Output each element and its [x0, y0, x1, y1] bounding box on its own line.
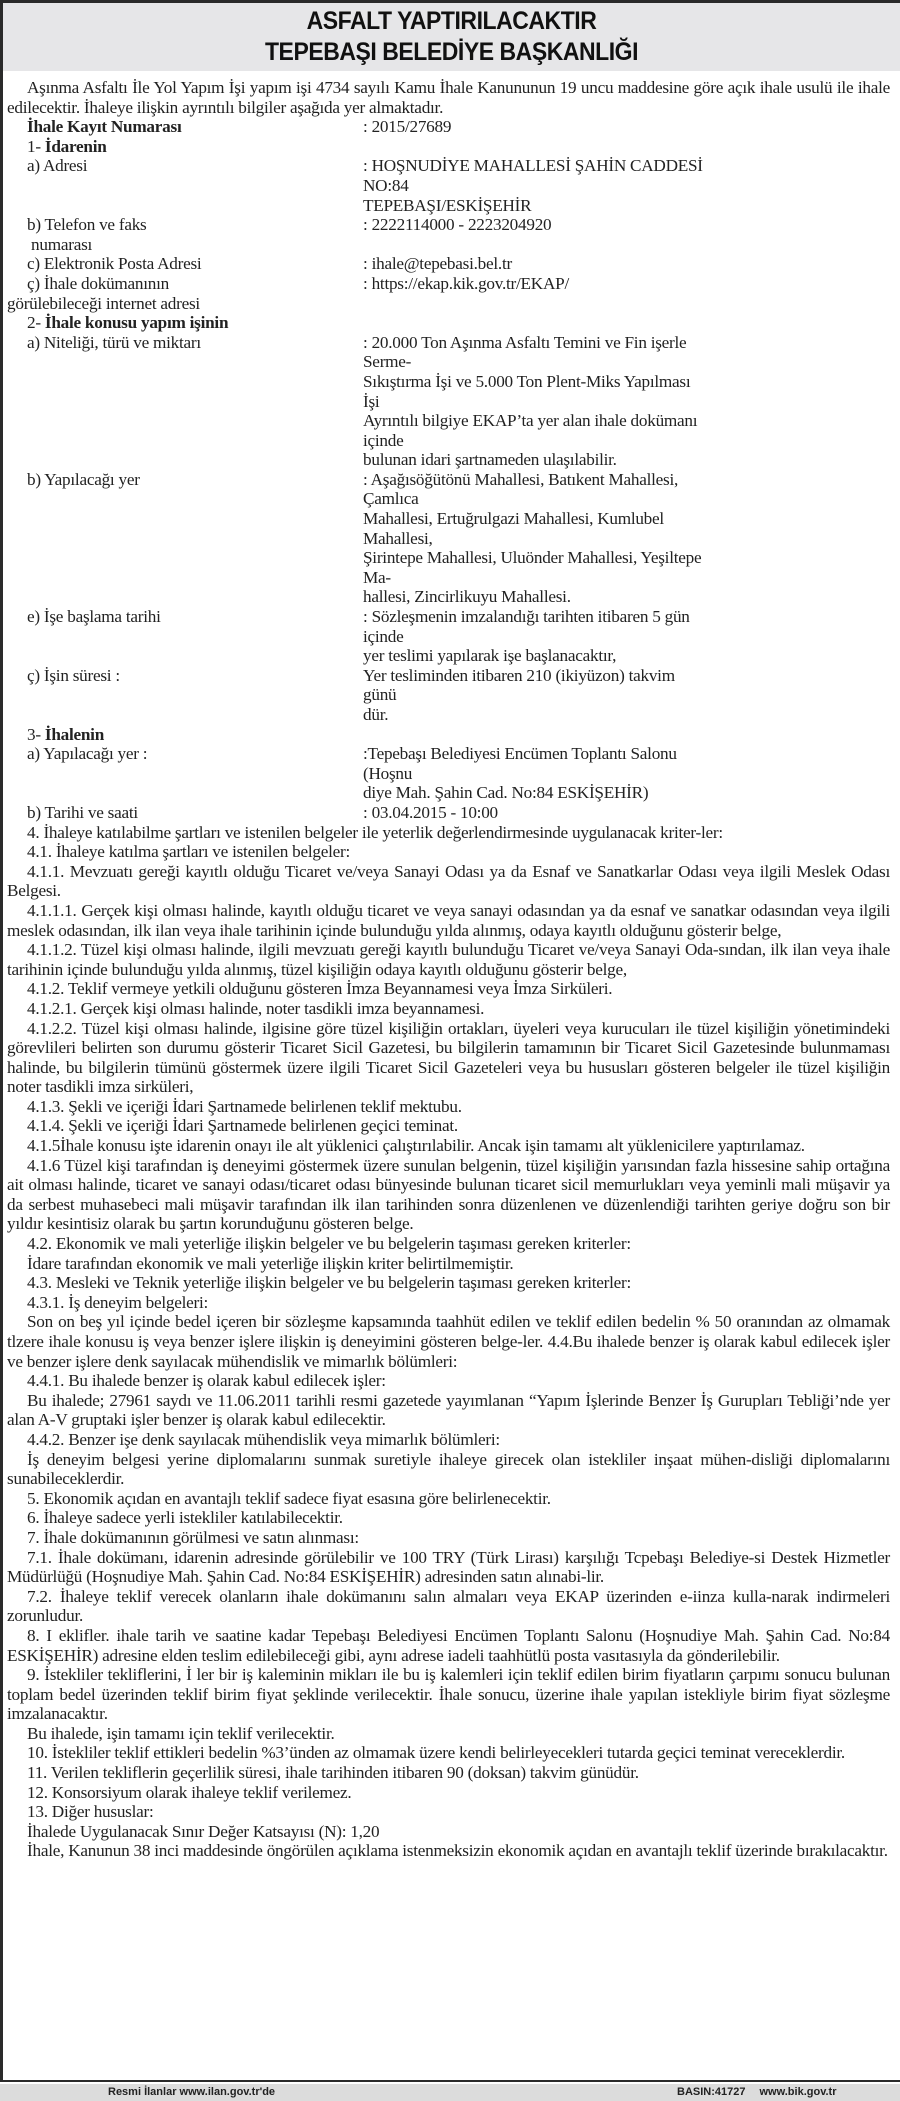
row-value-line: : Sözleşmenin imzalandığı tarihten itibaren 5 gün içinde	[363, 607, 690, 646]
row-label: a) Adresi	[27, 156, 88, 176]
clause-paragraph: 6. İhaleye sadece yerli istekliler katılabilecektir.	[27, 1508, 343, 1528]
info-row	[7, 803, 890, 823]
row-value-line: Sıkıştırma İşi ve 5.000 Ton Plent-Miks Yapılması İşi	[363, 371, 691, 411]
clause-paragraph: 4.3. Mesleki ve Teknik yeterliğe ilişkin belgeler ve bu belgelerin taşıması gereken kriterler:	[27, 1273, 632, 1293]
row-label: b) Yapılacağı yer	[27, 469, 140, 489]
clause-paragraph: İş deneyim belgesi yerine diplomalarını sunmak suretiyle ihaleye girecek olan istekliler inşaat mühen-disliği diplomalarını sunabileceklerdir.	[7, 1449, 890, 1489]
section-number: 2-	[27, 313, 45, 333]
info-row-website	[7, 274, 890, 313]
info-row	[7, 666, 890, 725]
info-row	[7, 607, 890, 666]
clause-paragraph: 4.1.6 Tüzel kişi tarafından iş deneyimi göstermek üzere sunulan belgenin, tüzel kişiliğin yarısından fazla hissesine sahip ortağına ait olması halinde, ticaret ve sanayi odası/ticaret odası bünyesinde bulunan ticaret sicil memurlukları veya yeminli mali müşavir ya da serbest muhasebeci mali müşavir tarafından ilk ilan tarihinden sonra düzenlenen ve düzenlendiği tarihten geriye doğru son bir yıldır kesintisiz olarak bu şartın korunduğunu gösteren belge.	[7, 1155, 890, 1234]
info-row-phone	[7, 215, 890, 254]
clause-paragraph: 4.1.1. Mevzuatı gereği kayıtlı olduğu Ticaret ve/veya Sanayi Odası ya da Esnaf ve Sanatkarlar Odası veya ilgili Meslek Odası Belgesi.	[7, 861, 890, 901]
clause-paragraph: 4.1.2. Teklif vermeye yetkili olduğunu gösteren İmza Beyannamesi veya İmza Sirküleri.	[27, 979, 613, 999]
clause-paragraph: 4.1.2.1. Gerçek kişi olması halinde, noter tasdikli imza beyannamesi.	[27, 998, 485, 1018]
basin-number: BASIN:41727	[677, 2086, 746, 2098]
row-value	[363, 470, 703, 607]
clause-paragraph: 4.1.4. Şekli ve içeriği İdari Şartnamede belirlenen geçici teminat.	[27, 1116, 458, 1136]
clause-paragraph: İdare tarafından ekonomik ve mali yeterliğe ilişkin kriter belirtilmemiştir.	[27, 1253, 514, 1273]
clause-paragraph: 11. Verilen tekliflerin geçerlilik süresi, ihale tarihinden itibaren 90 (doksan) takvim günüdür.	[27, 1763, 639, 1783]
clause-paragraph: Bu ihalede; 27961 saydı ve 11.06.2011 tarihli resmi gazetede yayımlanan “Yapım İşlerinde Benzer İş Gurupları Tebliği’nde yer alan A-V gruptaki işler benzer iş olarak kabul edilecektir.	[7, 1390, 890, 1430]
row-value-line: diye Mah. Şahin Cad. No:84 ESKİŞEHİR)	[363, 783, 649, 803]
clause-paragraph: 4.2. Ekonomik ve mali yeterliğe ilişkin belgeler ve bu belgelerin taşıması gereken kriterler:	[27, 1234, 631, 1254]
info-row-address	[7, 156, 890, 215]
clause-paragraph: 4.1.2.2. Tüzel kişi olması halinde, ilgisine göre tüzel kişiliğin ortakları, üyeleri veya kurucuları ile tüzel kişiliğin yönetimindeki görevlileri belirten son durumu gösterir Ticaret Sicil Gazetesi, bu bilgilerin tamamının bir Ticaret Sicil Gazetesinde bulunmaması halinde, bu bilgilerin tümünü göstermek üzere ilgili Ticaret Sicil Gazeteleri veya bu hususları gösteren belgeler ile tüzel kişiliğin noter tasdikli imza sirküleri,	[7, 1018, 890, 1097]
row-label: c) Elektronik Posta Adresi	[27, 254, 202, 274]
row-value	[363, 803, 703, 823]
footer-right	[677, 2084, 837, 2101]
section-title: İhalenin	[44, 724, 105, 744]
section-3-heading	[7, 725, 890, 745]
row-value-line: yer teslimi yapılarak işe başlanacaktır,	[363, 646, 617, 666]
row-value-line: hallesi, Zincirlikuyu Mahallesi.	[363, 587, 571, 607]
registry-value: : 2015/27689	[363, 117, 452, 137]
clause-paragraph: 12. Konsorsiyum olarak ihaleye teklif verilemez.	[27, 1782, 352, 1802]
section-number: 3-	[27, 724, 45, 744]
clause-paragraph: 8. I eklifler. ihale tarih ve saatine kadar Tepebaşı Belediyesi Encümen Toplantı Salonu (Hoşnudiye Mah. Şahin Cad. No:84 ESKİŞEHİR) adresine elden teslim edilebileceği gibi, aynı adrese iadeli taahhütlü posta vasıtasıyla da gönderilebilir.	[7, 1625, 890, 1665]
clause-paragraph: 9. İstekliler tekliflerini, İ ler bir iş kaleminin mikları ile bu iş kalemleri için teklif edilen birim fiyatların çarpımı sonucu bulunan toplam bedel üzerinden teklif birim fiyat şeklinde verilecektir. İhale sonucu, üzerine ihale yapılan istekliyle birim fiyat sözleşme imzalanacaktır.	[7, 1665, 890, 1724]
row-value-line: : 20.000 Ton Aşınma Asfaltı Temini ve Fin işerle Serme-	[363, 332, 687, 372]
clause-paragraph: 7.2. İhaleye teklif verecek olanların ihale dokümanını salın almaları veya EKAP üzerinden e-iinza kulla-narak indirmeleri zorunludur.	[7, 1586, 890, 1626]
row-label: e) İşe başlama tarihi	[27, 607, 161, 627]
registry-row	[7, 117, 890, 137]
row-value-line: : Aşağısöğütönü Mahallesi, Batıkent Mahallesi, Çamlıca	[363, 469, 679, 509]
row-value-line: dür.	[363, 705, 389, 724]
clause-paragraph: 5. Ekonomik açıdan en avantajlı teklif sadece fiyat esasına göre belirlenecektir.	[27, 1488, 551, 1508]
clause-paragraph: Bu ihalede, işin tamamı için teklif verilecektir.	[27, 1723, 335, 1743]
row-value	[363, 666, 703, 725]
notice-title: ASFALT YAPTIRILACAKTIR	[306, 7, 597, 35]
row-value: : 2222114000 - 2223204920	[363, 215, 552, 235]
clause-paragraph: İhale, Kanunun 38 inci maddesinde öngörülen açıklama istenmeksizin ekonomik açıdan en avantajlı teklif üzerinde bırakılacaktır.	[27, 1841, 888, 1861]
registry-label: İhale Kayıt Numarası	[27, 117, 182, 137]
row-value-line: bulunan idari şartnameden ulaşılabilir.	[363, 450, 617, 470]
clause-paragraph: 4.4.1. Bu ihalede benzer iş olarak kabul edilecek işler:	[27, 1371, 386, 1391]
row-label: b) Telefon ve faks numarası	[27, 215, 147, 254]
clause-paragraph: Son on beş yıl içinde bedel içeren bir sözleşme kapsamında taahhüt edilen ve teklif edilen bedelin % 50 oranından az olmamak tlzere ihale konusu iş veya benzer işlere ilişkin iş deneyimini gösteren belge-ler. 4.4.Bu ihalede benzer iş olarak kabul edilecek işler ve benzer işlere denk sayılacak mühendislik ve mimarlık bölümleri:	[7, 1312, 890, 1371]
row-value: : HOŞNUDİYE MAHALLESİ ŞAHİN CADDESİ NO:84 TEPEBAŞI/ESKİŞEHİR	[363, 156, 703, 215]
footer-bar	[0, 2084, 900, 2101]
row-value	[363, 333, 703, 470]
row-label: b) Tarihi ve saati	[27, 802, 138, 822]
section-title: İhale konusu yapım işinin	[44, 313, 229, 333]
row-label: ç) İşin süresi :	[27, 665, 120, 685]
section-number: 1-	[27, 136, 45, 156]
clause-paragraph: 4.1.1.2. Tüzel kişi olması halinde, ilgili mevzuatı gereği kayıtlı bulunduğu Ticaret ve/veya Sanayi Oda-sından, ilk ilan veya ihale tarihinin içinde bulunduğu yılda alınmış, tüzel kişiliğin odaya kayıtlı olduğunu gösterir belge,	[7, 940, 890, 979]
notice-body	[3, 71, 900, 1861]
row-label: a) Yapılacağı yer :	[27, 744, 148, 764]
info-row-email	[7, 254, 890, 274]
clause-paragraph: İhalede Uygulanacak Sınır Değer Katsayısı (N): 1,20	[27, 1821, 380, 1841]
clause-paragraph: 4.4.2. Benzer işe denk sayılacak mühendislik veya mimarlık bölümleri:	[27, 1429, 500, 1449]
website-link[interactable]: : https://ekap.kik.gov.tr/EKAP/	[363, 273, 569, 293]
footer-ilan-link[interactable]: Resmi İlanlar www.ilan.gov.tr'de	[108, 2086, 276, 2098]
row-value-line: Mahallesi, Ertuğrulgazi Mahallesi, Kumlubel Mahallesi,	[363, 509, 664, 548]
clause-paragraph: 13. Diğer hususlar:	[27, 1802, 154, 1822]
clause-paragraph: 4.1. İhaleye katılma şartları ve istenilen belgeler:	[27, 842, 350, 862]
email-link[interactable]: : ihale@tepebasi.bel.tr	[363, 254, 512, 274]
info-row	[7, 470, 890, 607]
section-1-heading	[7, 137, 890, 157]
section-2-heading	[7, 313, 890, 333]
info-row	[7, 744, 890, 803]
info-row	[7, 333, 890, 470]
clause-paragraph: 4.1.3. Şekli ve içeriği İdari Şartnamede belirlenen teklif mektubu.	[27, 1096, 462, 1116]
clause-paragraph: 4. İhaleye katılabilme şartları ve istenilen belgeler ile yeterlik değerlendirmesinde uygulanacak kriter-ler:	[27, 822, 723, 842]
section-title: İdarenin	[44, 136, 107, 156]
row-value-line: Yer tesliminden itibaren 210 (ikiyüzon) takvim günü	[363, 665, 675, 705]
intro-paragraph: Aşınma Asfaltı İle Yol Yapım İşi yapım işi 4734 sayılı Kamu İhale Kanununun 19 uncu maddesine göre açık ihale usulü ile ihale edilecektir. İhaleye ilişkin ayrıntılı bilgiler aşağıda yer almaktadır.	[7, 78, 890, 117]
clause-paragraph: 4.3.1. İş deneyim belgeleri:	[27, 1292, 209, 1312]
clause-paragraph: 7. İhale dokümanının görülmesi ve satın alınması:	[27, 1527, 359, 1547]
row-label: ç) İhale dokümanının görülebileceği internet adresi	[7, 273, 200, 313]
row-value-line: Şirintepe Mahallesi, Uluönder Mahallesi, Yeşiltepe Ma-	[363, 548, 702, 587]
notice-header	[3, 3, 900, 71]
row-value	[363, 607, 703, 666]
clause-paragraph: 4.1.1.1. Gerçek kişi olması halinde, kayıtlı olduğu ticaret ve veya sanayi odasından ya da esnaf ve sanatkar odasından veya ilgili meslek odasından, ilk ilan veya ihale tarihinin içinde bulunduğu yılda alınmış, odaya kayıtlı olduğunu gösterir belge,	[7, 900, 890, 940]
footer-bik-link[interactable]: www.bik.gov.tr	[759, 2086, 837, 2098]
clause-paragraph: 4.1.5İhale konusu işte idarenin onayı ile alt yüklenici çalıştırılabilir. Ancak işin tamamı alt yüklenicilere yaptırılamaz.	[27, 1136, 805, 1156]
row-value-line: :Tepebaşı Belediyesi Encümen Toplantı Salonu (Hoşnu	[363, 744, 677, 783]
clause-paragraph: 7.1. İhale dokümanı, idarenin adresinde görülebilir ve 100 TRY (Türk Lirası) karşılığı Tcpebaşı Belediye-si Destek Hizmetler Müdürlüğü (Hoşnudiye Mah. Şahin Cad. No:84 ESKİŞEHİR) adresinden satın alınabi-lir.	[7, 1547, 890, 1587]
clause-paragraph: 10. İstekliler teklif ettikleri bedelin %3’ünden az olmamak üzere kendi belirleyecekleri tutarda geçici teminat vereceklerdir.	[27, 1743, 845, 1763]
row-label: a) Niteliği, türü ve miktarı	[27, 332, 201, 352]
row-value	[363, 744, 703, 803]
row-value-line: : 03.04.2015 - 10:00	[363, 802, 498, 822]
row-value-line: Ayrıntılı bilgiye EKAP’ta yer alan ihale dokümanı içinde	[363, 411, 698, 450]
notice-authority: TEPEBAŞI BELEDİYE BAŞKANLIĞI	[264, 38, 639, 66]
